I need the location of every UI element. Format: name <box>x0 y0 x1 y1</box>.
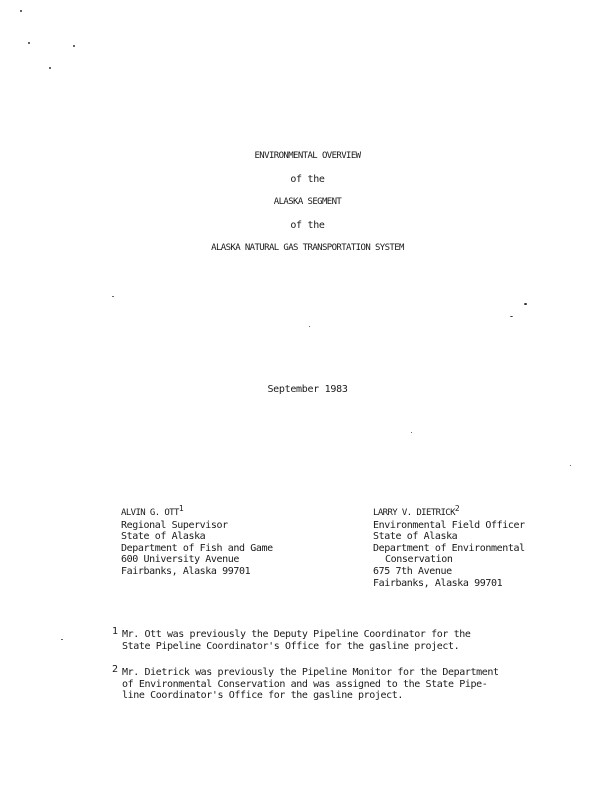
scan-speck <box>112 296 114 297</box>
title-line-4: of the <box>290 220 325 231</box>
author-footnote-marker: 1 <box>178 504 184 513</box>
footnote-line: of Environmental Conservation and was assigned to the State Pipe- <box>122 678 488 690</box>
author-street: 600 University Avenue <box>121 554 240 566</box>
footnote-line: State Pipeline Coordinator's Office for the gasline project. <box>122 640 460 652</box>
scan-speck <box>28 42 30 44</box>
scan-speck <box>73 45 75 47</box>
scan-speck <box>570 465 571 466</box>
scan-speck <box>411 432 412 433</box>
footnote-marker: 1 <box>112 626 118 637</box>
author-name <box>121 503 273 520</box>
scan-speck <box>510 316 513 317</box>
title-line-1: ENVIRONMENTAL OVERVIEW <box>254 151 361 161</box>
author-name-text: LARRY V. DIETRICK <box>373 508 455 518</box>
scan-speck <box>61 639 63 640</box>
footnote-2 <box>112 664 542 702</box>
scan-speck <box>49 67 51 69</box>
footnote-1 <box>112 626 542 652</box>
author-street: 675 7th Avenue <box>373 565 452 577</box>
title-line-3: ALASKA SEGMENT <box>273 197 342 207</box>
publication-date: September 1983 <box>267 384 348 395</box>
author-name <box>373 503 525 520</box>
title-line-2: of the <box>290 174 325 185</box>
author-footnote-marker: 2 <box>454 504 460 513</box>
author-city: Fairbanks, Alaska 99701 <box>373 577 503 589</box>
title-line-5: ALASKA NATURAL GAS TRANSPORTATION SYSTEM <box>211 243 404 253</box>
author-state: State of Alaska <box>373 531 458 543</box>
author-block-ott <box>121 503 273 578</box>
author-name-text: ALVIN G. OTT <box>121 508 179 518</box>
author-department: Department of Fish and Game <box>121 542 273 554</box>
footnote-line: Mr. Dietrick was previously the Pipeline Monitor for the Department <box>122 667 499 678</box>
scan-speck <box>524 303 527 305</box>
footnote-marker: 2 <box>112 664 118 675</box>
footnote-line: Mr. Ott was previously the Deputy Pipeline Coordinator for the <box>122 629 471 640</box>
author-state: State of Alaska <box>121 531 206 543</box>
author-title: Regional Supervisor <box>121 519 228 531</box>
author-title: Environmental Field Officer <box>373 519 525 531</box>
scan-speck <box>20 10 22 12</box>
author-city: Fairbanks, Alaska 99701 <box>121 565 251 577</box>
author-block-dietrick <box>373 503 525 589</box>
scan-speck <box>309 326 310 327</box>
author-department-cont: Conservation <box>385 554 453 566</box>
footnote-line: line Coordinator's Office for the gasline project. <box>122 690 404 702</box>
author-department: Department of Environmental <box>373 542 525 554</box>
